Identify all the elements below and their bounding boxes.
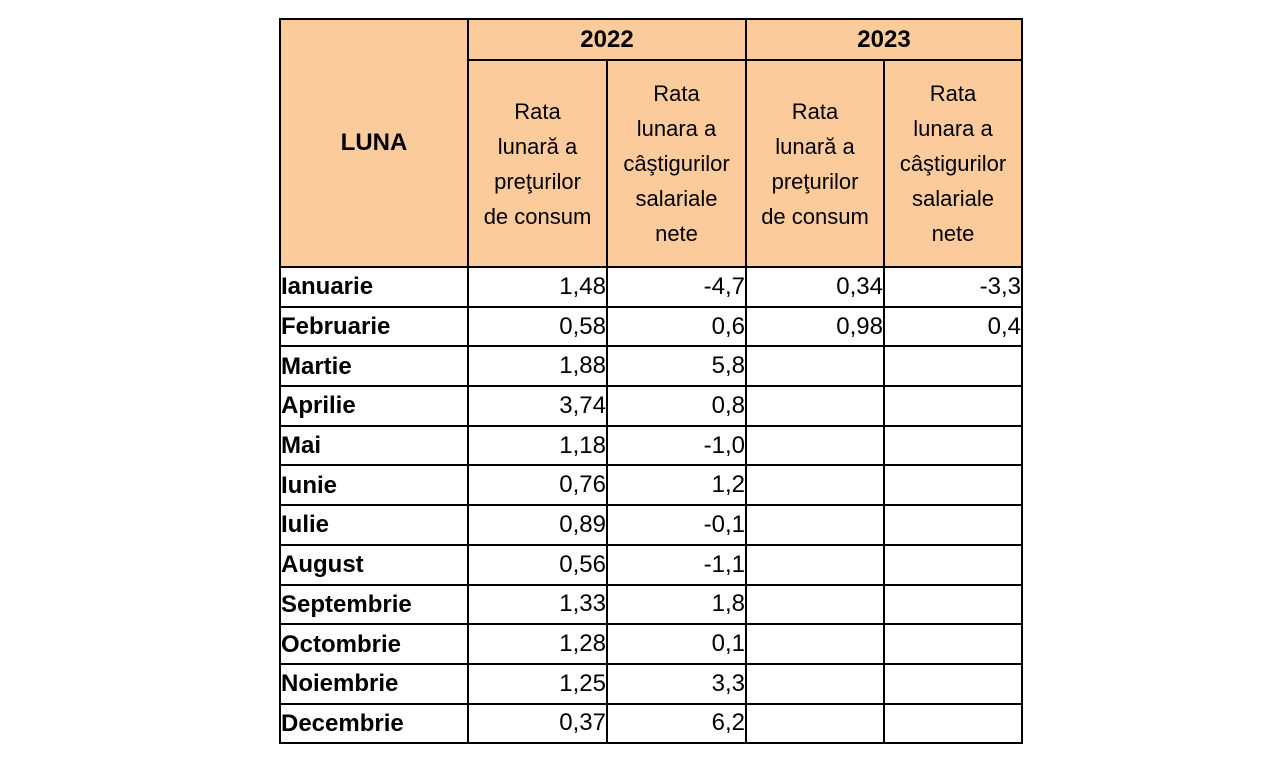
month-column-header: LUNA [280, 19, 468, 267]
value-cell-wages-2023: 0,4 [884, 307, 1022, 347]
table-body [280, 267, 1022, 743]
value-cell-wages-2022: 0,6 [607, 307, 746, 347]
value-cell-cpi-2023 [746, 346, 884, 386]
month-cell: August [280, 545, 468, 585]
table-row [280, 307, 1022, 347]
monthly-rates-table [279, 18, 1023, 744]
month-cell: Octombrie [280, 624, 468, 664]
value-cell-cpi-2022: 0,89 [468, 505, 607, 545]
value-cell-cpi-2023: 0,34 [746, 267, 884, 307]
table-row [280, 346, 1022, 386]
value-cell-cpi-2022: 1,25 [468, 664, 607, 704]
table-row [280, 704, 1022, 744]
value-cell-wages-2023 [884, 386, 1022, 426]
year-header-2023: 2023 [746, 19, 1022, 60]
month-cell: Iulie [280, 505, 468, 545]
value-cell-wages-2022: 1,8 [607, 585, 746, 625]
table-row [280, 267, 1022, 307]
value-cell-wages-2023 [884, 585, 1022, 625]
value-cell-cpi-2023 [746, 624, 884, 664]
value-cell-cpi-2023 [746, 585, 884, 625]
table-row [280, 664, 1022, 704]
sub-header-wages-2023: Rata lunara a câştigurilor salariale nete [884, 60, 1022, 267]
month-cell: Decembrie [280, 704, 468, 744]
value-cell-wages-2022: 0,1 [607, 624, 746, 664]
month-cell: Aprilie [280, 386, 468, 426]
value-cell-cpi-2022: 1,28 [468, 624, 607, 664]
table-row [280, 545, 1022, 585]
sub-header-cpi-2023: Rata lunară a preţurilor de consum [746, 60, 884, 267]
sub-header-cpi-2022: Rata lunară a preţurilor de consum [468, 60, 607, 267]
value-cell-wages-2022: -4,7 [607, 267, 746, 307]
value-cell-cpi-2023 [746, 386, 884, 426]
value-cell-wages-2023: -3,3 [884, 267, 1022, 307]
value-cell-cpi-2023 [746, 664, 884, 704]
value-cell-cpi-2023 [746, 545, 884, 585]
value-cell-cpi-2022: 0,76 [468, 465, 607, 505]
value-cell-wages-2022: 1,2 [607, 465, 746, 505]
value-cell-cpi-2023 [746, 465, 884, 505]
table-row [280, 426, 1022, 466]
value-cell-wages-2023 [884, 624, 1022, 664]
month-cell: Iunie [280, 465, 468, 505]
year-header-row [280, 19, 1022, 60]
table-row [280, 585, 1022, 625]
value-cell-cpi-2023 [746, 426, 884, 466]
year-header-2022: 2022 [468, 19, 746, 60]
value-cell-cpi-2022: 1,18 [468, 426, 607, 466]
value-cell-cpi-2022: 1,88 [468, 346, 607, 386]
value-cell-cpi-2022: 0,56 [468, 545, 607, 585]
value-cell-wages-2022: -1,0 [607, 426, 746, 466]
table-row [280, 465, 1022, 505]
value-cell-cpi-2022: 1,48 [468, 267, 607, 307]
month-cell: Septembrie [280, 585, 468, 625]
value-cell-cpi-2023 [746, 505, 884, 545]
value-cell-wages-2023 [884, 465, 1022, 505]
month-cell: Martie [280, 346, 468, 386]
value-cell-wages-2023 [884, 704, 1022, 744]
month-cell: Ianuarie [280, 267, 468, 307]
value-cell-wages-2022: -1,1 [607, 545, 746, 585]
table-row [280, 505, 1022, 545]
table-row [280, 624, 1022, 664]
month-cell: Februarie [280, 307, 468, 347]
value-cell-wages-2023 [884, 664, 1022, 704]
value-cell-wages-2022: 6,2 [607, 704, 746, 744]
month-cell: Mai [280, 426, 468, 466]
value-cell-wages-2022: 0,8 [607, 386, 746, 426]
sub-header-wages-2022: Rata lunara a câştigurilor salariale nete [607, 60, 746, 267]
value-cell-cpi-2022: 0,58 [468, 307, 607, 347]
value-cell-wages-2022: 5,8 [607, 346, 746, 386]
value-cell-wages-2022: 3,3 [607, 664, 746, 704]
value-cell-wages-2023 [884, 346, 1022, 386]
value-cell-cpi-2023: 0,98 [746, 307, 884, 347]
value-cell-cpi-2022: 1,33 [468, 585, 607, 625]
value-cell-wages-2023 [884, 426, 1022, 466]
value-cell-wages-2022: -0,1 [607, 505, 746, 545]
value-cell-wages-2023 [884, 545, 1022, 585]
value-cell-wages-2023 [884, 505, 1022, 545]
table-row [280, 386, 1022, 426]
value-cell-cpi-2022: 3,74 [468, 386, 607, 426]
value-cell-cpi-2022: 0,37 [468, 704, 607, 744]
value-cell-cpi-2023 [746, 704, 884, 744]
month-cell: Noiembrie [280, 664, 468, 704]
